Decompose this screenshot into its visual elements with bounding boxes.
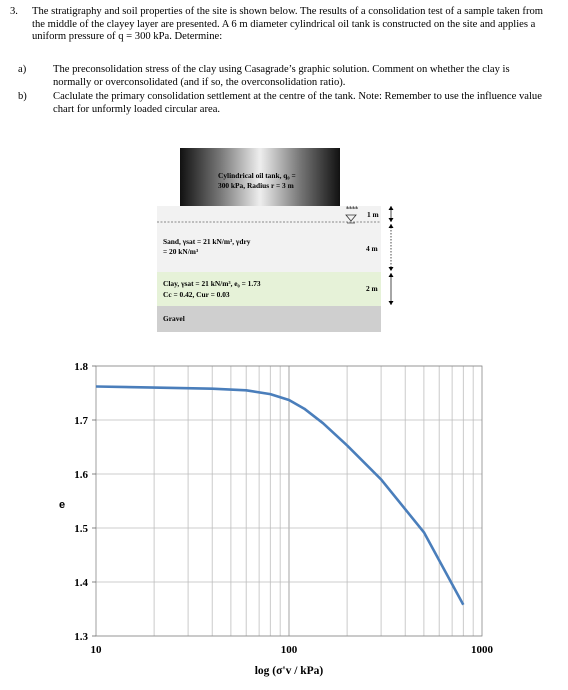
y-axis-label: e — [58, 499, 66, 511]
y-tick-label: 1.4 — [74, 577, 88, 589]
clay-label-2: Cc = 0.42, Cur = 0.03 — [163, 290, 230, 299]
soil-profile-diagram — [0, 140, 568, 340]
sand-label-1: Sand, γsat = 21 kN/m³, γdry — [163, 237, 251, 246]
e-logp-curve — [96, 387, 463, 605]
x-tick-label: 10 — [90, 644, 102, 656]
x-axis-label: log (σ'v / kPa) — [254, 665, 324, 677]
part-a-text: The preconsolidation stress of the clay using Casagrade’s graphic solution. Comment on whether the clay is normally or overconsolidated (and if so, the overconsolidation ratio). — [53, 64, 510, 88]
clay-label-1: Clay, γsat = 21 kN/m³, e₀ = 1.73 — [163, 279, 261, 288]
y-tick-label: 1.8 — [74, 361, 88, 373]
y-tick-label: 1.3 — [74, 631, 88, 643]
part-b-text: Caclulate the primary consolidation settlement at the centre of the tank. Note: Remember to use the influence value chart for unformly loaded circular area. — [53, 91, 542, 115]
consolidation-chart — [0, 350, 568, 690]
tank-label-2: 300 kPa, Radius r = 3 m — [218, 181, 294, 190]
part-a — [18, 64, 548, 89]
x-tick-label: 100 — [280, 644, 298, 656]
dim-1m-label: 1 m — [367, 210, 379, 219]
gravel-label: Gravel — [163, 314, 185, 323]
dim-2m-label: 2 m — [366, 284, 378, 293]
dim-4m-label: 4 m — [366, 244, 378, 253]
question-3 — [10, 6, 558, 44]
question-text: The stratigraphy and soil properties of the site is shown below. The results of a consolidation test of a sample taken from the middle of the clayey layer are presented. A 6 m diameter cylindrical oil tank is constructed on the site and applies a uniform pressure of q = 300 kPa. Determine: — [32, 6, 544, 43]
chart-grid — [96, 366, 482, 636]
part-b — [18, 91, 548, 116]
part-a-label: a) — [18, 64, 27, 75]
gravel-layer — [157, 306, 381, 332]
clay-layer — [157, 272, 381, 306]
x-tick-label: 1000 — [471, 644, 493, 656]
y-tick-label: 1.6 — [74, 469, 88, 481]
part-b-label: b) — [18, 91, 27, 102]
y-tick-label: 1.5 — [74, 523, 88, 535]
sand-label-2: = 20 kN/m³ — [163, 247, 199, 256]
tank-label-1: Cylindrical oil tank, q₀ = — [218, 171, 296, 180]
question-number: 3. — [10, 6, 18, 17]
y-tick-label: 1.7 — [74, 415, 88, 427]
